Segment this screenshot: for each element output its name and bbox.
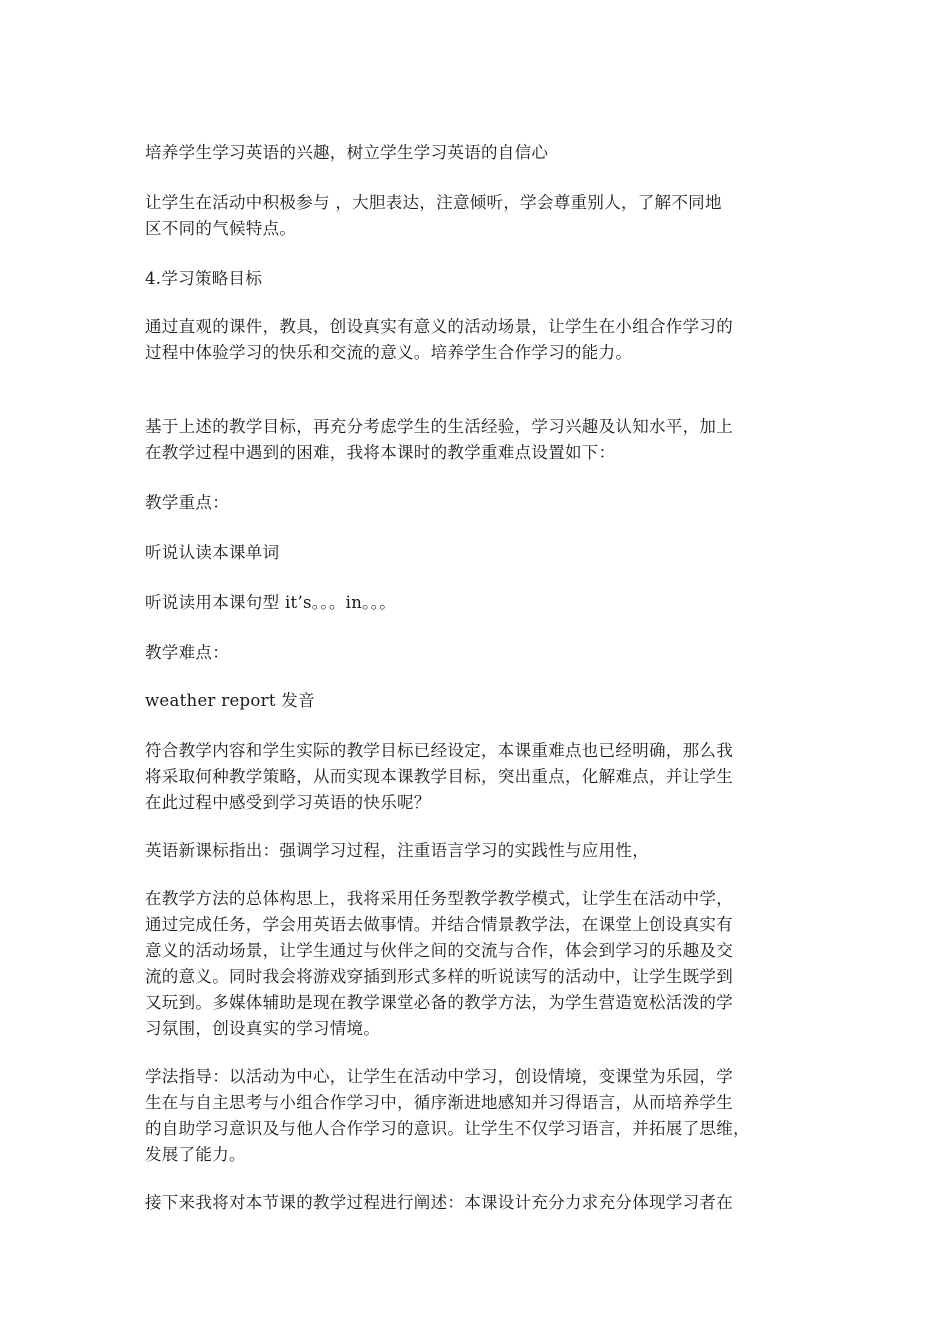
item-focus-sentence	[145, 590, 815, 616]
paragraph-curriculum-standard	[145, 838, 815, 864]
text-line: 听说读用本课句型 it’s。。。in。。。	[145, 593, 397, 612]
text-line: 又玩到。多媒体辅助是现在教学课堂必备的教学方法，为学生营造宽松活泼的学	[145, 993, 733, 1012]
text-line: 学法指导：以活动为中心，让学生在活动中学习，创设情境，变课堂为乐园，学	[145, 1067, 733, 1086]
text-line: 听说认读本课单词	[145, 543, 280, 562]
text-line: 在此过程中感受到学习英语的快乐呢？	[145, 793, 431, 812]
text-line: 培养学生学习英语的兴趣，树立学生学习英语的自信心	[145, 143, 549, 162]
text-line: 流的意义。同时我会将游戏穿插到形式多样的听说读写的活动中，让学生既学到	[145, 967, 733, 986]
heading-teaching-difficulty	[145, 640, 815, 666]
text-line: 区不同的气候特点。	[145, 219, 297, 238]
paragraph-participation-goal	[145, 190, 815, 242]
text-line: 通过完成任务，学会用英语去做事情。并结合情景教学法，在课堂上创设真实有	[145, 915, 733, 934]
text-line: 发展了能力。	[145, 1145, 246, 1164]
text-line: 生在与自主思考与小组合作学习中，循序渐进地感知并习得语言，从而培养学生	[145, 1093, 733, 1112]
text-line: 基于上述的教学目标，再充分考虑学生的生活经验，学习兴趣及认知水平，加上	[145, 417, 733, 436]
text-line: 让学生在活动中积极参与 ，大胆表达，注意倾听，学会尊重别人，了解不同地	[145, 193, 722, 212]
text-line: 教学难点：	[145, 643, 229, 662]
paragraph-strategy-question	[145, 738, 815, 816]
text-line: 教学重点：	[145, 493, 229, 512]
text-line: 符合教学内容和学生实际的教学目标已经设定，本课重难点也已经明确，那么我	[145, 741, 733, 760]
paragraph-teaching-method	[145, 886, 815, 1042]
text-line: 4.学习策略目标	[145, 269, 263, 288]
text-line: 意义的活动场景，让学生通过与伙伴之间的交流与合作，体会到学习的乐趣及交	[145, 941, 733, 960]
text-line: 在教学方法的总体构思上，我将采用任务型教学教学模式，让学生在活动中学，	[145, 889, 733, 908]
heading-learning-strategy	[145, 266, 815, 292]
text-line: 接下来我将对本节课的教学过程进行阐述：本课设计充分力求充分体现学习者在	[145, 1193, 733, 1212]
text-line: 英语新课标指出：强调学习过程，注重语言学习的实践性与应用性，	[145, 841, 649, 860]
text-line: 的自助学习意识及与他人合作学习的意识。让学生不仅学习语言，并拓展了思维，	[145, 1119, 750, 1138]
paragraph-interest-goal	[145, 140, 815, 166]
text-line: 将采取何种教学策略，从而实现本课教学目标，突出重点，化解难点，并让学生	[145, 767, 733, 786]
paragraph-strategy-goal	[145, 314, 815, 366]
text-line: 在教学过程中遇到的困难，我将本课时的教学重难点设置如下：	[145, 443, 616, 462]
item-focus-words	[145, 540, 815, 566]
heading-teaching-focus	[145, 490, 815, 516]
item-difficulty-pronunciation	[145, 688, 815, 714]
text-line: 通过直观的课件，教具，创设真实有意义的活动场景，让学生在小组合作学习的	[145, 317, 733, 336]
text-line: 过程中体验学习的快乐和交流的意义。培养学生合作学习的能力。	[145, 343, 633, 362]
paragraph-key-points-intro	[145, 414, 815, 466]
text-line: 习氛围，创设真实的学习情境。	[145, 1019, 381, 1038]
text-line: weather report 发音	[145, 691, 315, 710]
paragraph-learning-guidance	[145, 1064, 815, 1168]
paragraph-process-intro	[145, 1190, 815, 1216]
